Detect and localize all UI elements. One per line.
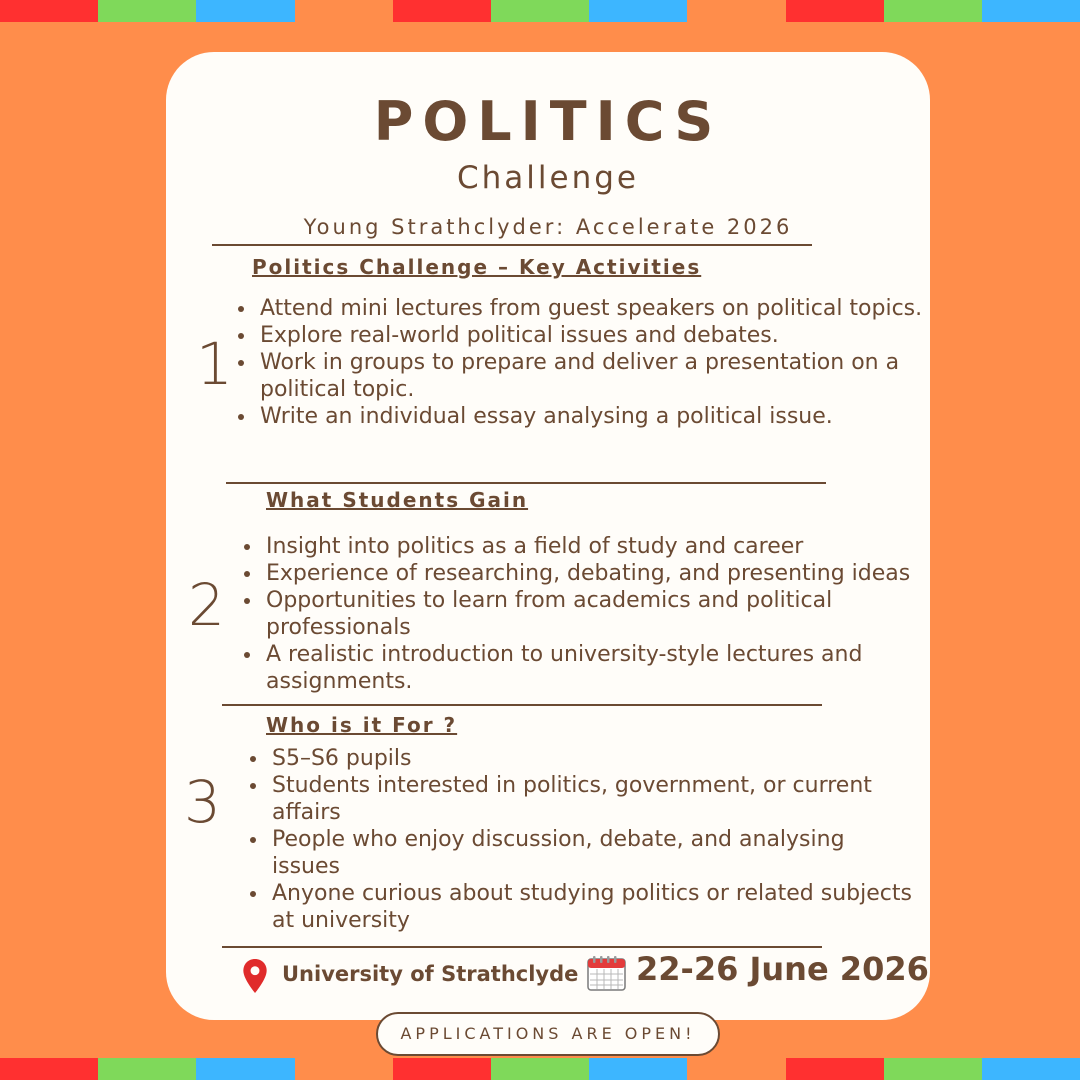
section-number-1: 1 <box>196 330 233 398</box>
activities-list <box>234 295 926 430</box>
divider <box>226 482 826 484</box>
map-pin-icon <box>242 958 268 994</box>
stripe-segment <box>687 0 785 22</box>
stripe-segment <box>295 0 393 22</box>
stripe-segment <box>98 0 196 22</box>
event-dates: 22-26 June 2026 <box>636 950 929 988</box>
calendar-icon <box>586 954 628 992</box>
stripe-segment <box>98 1058 196 1080</box>
section-heading-audience: Who is it For ? <box>266 713 458 737</box>
list-item: S5–S6 pupils <box>246 745 916 772</box>
list-item: A realistic introduction to university-style lectures and assignments. <box>240 641 920 695</box>
stripe-segment <box>491 0 589 22</box>
venue-location: University of Strathclyde <box>282 962 579 986</box>
bottom-color-stripe <box>0 1058 1080 1080</box>
list-item: Insight into politics as a field of study and career <box>240 533 920 560</box>
section-number-2: 2 <box>188 571 225 639</box>
list-item: Anyone curious about studying politics or related subjects at university <box>246 880 916 934</box>
stripe-segment <box>0 0 98 22</box>
list-item: Experience of researching, debating, and presenting ideas <box>240 560 920 587</box>
section-number-3: 3 <box>184 768 221 836</box>
gains-list <box>240 533 920 695</box>
list-item: Students interested in politics, government, or current affairs <box>246 772 916 826</box>
stripe-segment <box>0 1058 98 1080</box>
stripe-segment <box>393 1058 491 1080</box>
list-item: Write an individual essay analysing a political issue. <box>234 403 926 430</box>
content-card <box>166 52 930 1020</box>
programme-tagline: Young Strathclyder: Accelerate 2026 <box>303 215 793 239</box>
stripe-segment <box>687 1058 785 1080</box>
list-item: Opportunities to learn from academics and political professionals <box>240 587 920 641</box>
stripe-segment <box>786 0 884 22</box>
section-heading-gain: What Students Gain <box>266 488 529 512</box>
stripe-segment <box>196 0 294 22</box>
stripe-segment <box>982 0 1080 22</box>
stripe-segment <box>196 1058 294 1080</box>
stripe-segment <box>982 1058 1080 1080</box>
list-item: People who enjoy discussion, debate, and analysing issues <box>246 826 916 880</box>
top-color-stripe <box>0 0 1080 22</box>
page-title: POLITICS <box>373 90 723 153</box>
audience-list <box>246 745 916 934</box>
stripe-segment <box>884 0 982 22</box>
applications-open-button[interactable]: APPLICATIONS ARE OPEN! <box>376 1012 720 1056</box>
stripe-segment <box>295 1058 393 1080</box>
stripe-segment <box>786 1058 884 1080</box>
divider <box>222 704 822 706</box>
section-heading-activities: Politics Challenge – Key Activities <box>252 255 702 279</box>
stripe-segment <box>393 0 491 22</box>
list-item: Explore real-world political issues and debates. <box>234 322 926 349</box>
list-item: Attend mini lectures from guest speakers on political topics. <box>234 295 926 322</box>
page-subtitle: Challenge <box>457 160 639 196</box>
divider <box>212 244 812 246</box>
stripe-segment <box>589 0 687 22</box>
list-item: Work in groups to prepare and deliver a presentation on a political topic. <box>234 349 926 403</box>
divider <box>222 946 822 948</box>
stripe-segment <box>491 1058 589 1080</box>
stripe-segment <box>589 1058 687 1080</box>
stripe-segment <box>884 1058 982 1080</box>
